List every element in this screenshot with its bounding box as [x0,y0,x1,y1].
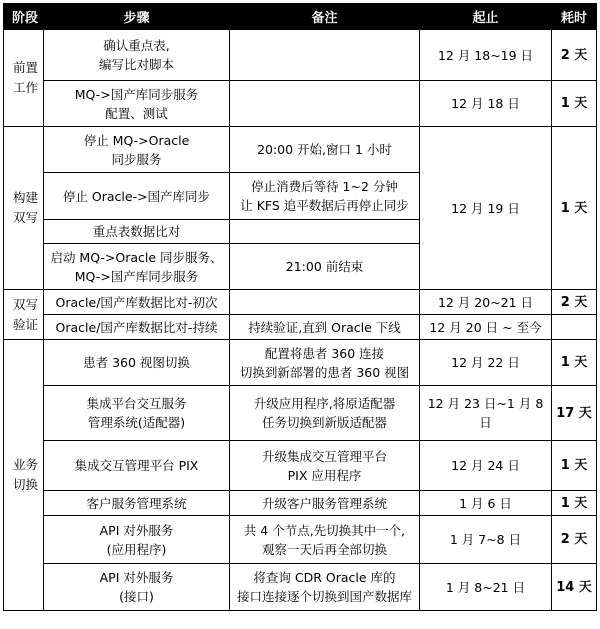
header-step: 步骤 [44,4,230,30]
days-cell: 17 天 [552,386,597,441]
table-row [4,290,597,315]
note-cell [230,81,420,127]
table-row [4,340,597,386]
days-cell: 1 天 [552,340,597,386]
period-cell: 12 月 20 日 ~ 至今 [420,315,552,340]
step-cell: Oracle/国产库数据比对-初次 [44,290,230,315]
days-cell: 2 天 [552,290,597,315]
phase-cell-verify: 双写 验证 [4,290,44,340]
days-cell: 1 天 [552,441,597,491]
note-cell: 将查询 CDR Oracle 库的 接口连接逐个切换到国产数据库 [230,564,420,611]
table-row [4,315,597,340]
note-cell: 共 4 个节点,先切换其中一个, 观察一天后再全部切换 [230,516,420,564]
period-cell: 12 月 18~19 日 [420,30,552,81]
header-row [4,4,597,30]
note-cell: 升级应用程序,将原适配器 任务切换到新版适配器 [230,386,420,441]
note-cell: 20:00 开始,窗口 1 小时 [230,127,420,173]
note-cell: 升级集成交互管理平台 PIX 应用程序 [230,441,420,491]
table-row [4,564,597,611]
note-cell [230,220,420,244]
days-cell: 2 天 [552,516,597,564]
days-cell [552,315,597,340]
days-cell: 1 天 [552,81,597,127]
phase-cell-build: 构建 双写 [4,127,44,290]
header-period: 起止 [420,4,552,30]
step-cell: 患者 360 视图切换 [44,340,230,386]
step-cell: Oracle/国产库数据比对-持续 [44,315,230,340]
step-cell: 重点表数据比对 [44,220,230,244]
note-cell: 停止消费后等待 1~2 分钟 让 KFS 追平数据后再停止同步 [230,173,420,220]
days-cell: 14 天 [552,564,597,611]
table-row [4,516,597,564]
period-cell: 12 月 23 日~1 月 8 日 [420,386,552,441]
note-cell: 配置将患者 360 连接 切换到新部署的患者 360 视图 [230,340,420,386]
note-cell: 升级客户服务管理系统 [230,491,420,516]
period-cell: 1 月 6 日 [420,491,552,516]
step-cell: API 对外服务 (接口) [44,564,230,611]
period-cell: 12 月 20~21 日 [420,290,552,315]
header-note: 备注 [230,4,420,30]
table-row [4,386,597,441]
table-row [4,30,597,81]
step-cell: 确认重点表, 编写比对脚本 [44,30,230,81]
period-cell: 1 月 7~8 日 [420,516,552,564]
table-row [4,441,597,491]
step-cell: 集成平台交互服务 管理系统(适配器) [44,386,230,441]
note-cell [230,290,420,315]
table-row [4,81,597,127]
header-days: 耗时 [552,4,597,30]
note-cell: 持续验证,直到 Oracle 下线 [230,315,420,340]
days-cell: 2 天 [552,30,597,81]
step-cell: 停止 Oracle->国产库同步 [44,173,230,220]
days-cell: 1 天 [552,127,597,290]
step-cell: 客户服务管理系统 [44,491,230,516]
period-cell: 12 月 18 日 [420,81,552,127]
step-cell: 启动 MQ->Oracle 同步服务、 MQ->国产库同步服务 [44,244,230,290]
step-cell: API 对外服务 (应用程序) [44,516,230,564]
period-cell: 12 月 19 日 [420,127,552,290]
period-cell: 12 月 22 日 [420,340,552,386]
table-row [4,127,597,173]
table-row [4,491,597,516]
note-cell: 21:00 前结束 [230,244,420,290]
note-cell [230,30,420,81]
days-cell: 1 天 [552,491,597,516]
step-cell: MQ->国产库同步服务 配置、测试 [44,81,230,127]
migration-schedule-table [3,3,597,611]
period-cell: 1 月 8~21 日 [420,564,552,611]
step-cell: 停止 MQ->Oracle 同步服务 [44,127,230,173]
period-cell: 12 月 24 日 [420,441,552,491]
step-cell: 集成交互管理平台 PIX [44,441,230,491]
phase-cell-switch: 业务 切换 [4,340,44,611]
header-phase: 阶段 [4,4,44,30]
schedule-table-wrapper [3,3,597,611]
phase-cell-prep: 前置 工作 [4,30,44,127]
